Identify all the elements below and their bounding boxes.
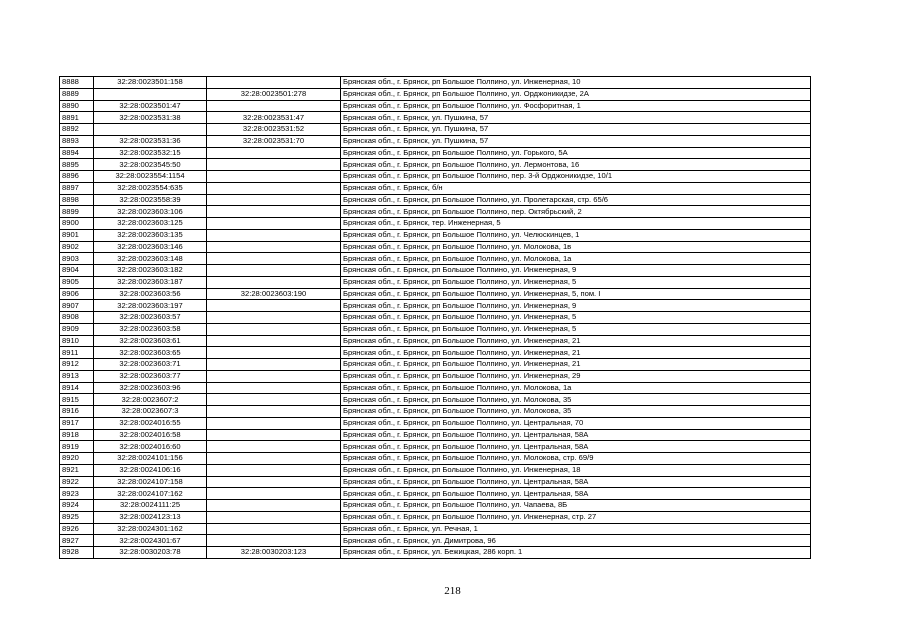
address-cell: Брянская обл., г. Брянск, рп Большое Полпино, ул. Инженерная, стр. 27	[341, 511, 811, 523]
table-row	[60, 276, 811, 288]
table-row	[60, 206, 811, 218]
address-cell: Брянская обл., г. Брянск, рп Большое Полпино, ул. Инженерная, 5	[341, 276, 811, 288]
parent-cadastral-number-cell	[207, 171, 341, 183]
cadastral-number-cell	[94, 88, 207, 100]
cadastral-number-cell: 32:28:0023545:50	[94, 159, 207, 171]
address-cell: Брянская обл., г. Брянск, рп Большое Полпино, ул. Молокова, 1в	[341, 241, 811, 253]
table-row	[60, 77, 811, 89]
parent-cadastral-number-cell	[207, 347, 341, 359]
address-cell: Брянская обл., г. Брянск, рп Большое Полпино, ул. Молокова, 1а	[341, 253, 811, 265]
table-row	[60, 288, 811, 300]
cadastral-number-cell	[94, 124, 207, 136]
table-row	[60, 229, 811, 241]
parent-cadastral-number-cell	[207, 441, 341, 453]
address-cell: Брянская обл., г. Брянск, рп Большое Полпино, ул. Молокова, стр. 69/9	[341, 453, 811, 465]
row-number-cell: 8922	[60, 476, 94, 488]
row-number-cell: 8891	[60, 112, 94, 124]
parent-cadastral-number-cell	[207, 464, 341, 476]
address-cell: Брянская обл., г. Брянск, рп Большое Полпино, ул. Горького, 5А	[341, 147, 811, 159]
address-cell: Брянская обл., г. Брянск, ул. Пушкина, 57	[341, 112, 811, 124]
address-cell: Брянская обл., г. Брянск, рп Большое Полпино, ул. Центральная, 58А	[341, 429, 811, 441]
row-number-cell: 8913	[60, 370, 94, 382]
row-number-cell: 8921	[60, 464, 94, 476]
address-cell: Брянская обл., г. Брянск, ул. Пушкина, 57	[341, 135, 811, 147]
table-row	[60, 547, 811, 559]
row-number-cell: 8888	[60, 77, 94, 89]
parent-cadastral-number-cell	[207, 417, 341, 429]
row-number-cell: 8900	[60, 218, 94, 230]
parent-cadastral-number-cell	[207, 147, 341, 159]
cadastral-number-cell: 32:28:0023558:39	[94, 194, 207, 206]
cadastral-number-cell: 32:28:0023603:125	[94, 218, 207, 230]
parent-cadastral-number-cell	[207, 370, 341, 382]
row-number-cell: 8903	[60, 253, 94, 265]
table-row	[60, 182, 811, 194]
table-row	[60, 88, 811, 100]
parent-cadastral-number-cell	[207, 100, 341, 112]
address-cell: Брянская обл., г. Брянск, рп Большое Полпино, ул. Инженерная, 18	[341, 464, 811, 476]
table-row	[60, 476, 811, 488]
cadastral-number-cell: 32:28:0024107:162	[94, 488, 207, 500]
address-cell: Брянская обл., г. Брянск, рп Большое Полпино, ул. Центральная, 58А	[341, 441, 811, 453]
address-cell: Брянская обл., г. Брянск, рп Большое Полпино, ул. Инженерная, 21	[341, 335, 811, 347]
row-number-cell: 8897	[60, 182, 94, 194]
parent-cadastral-number-cell	[207, 511, 341, 523]
row-number-cell: 8894	[60, 147, 94, 159]
row-number-cell: 8902	[60, 241, 94, 253]
row-number-cell: 8908	[60, 312, 94, 324]
cadastral-number-cell: 32:28:0024016:55	[94, 417, 207, 429]
cadastral-number-cell: 32:28:0023607:2	[94, 394, 207, 406]
row-number-cell: 8896	[60, 171, 94, 183]
table-row	[60, 300, 811, 312]
row-number-cell: 8917	[60, 417, 94, 429]
parent-cadastral-number-cell	[207, 453, 341, 465]
cadastral-number-cell: 32:28:0023603:187	[94, 276, 207, 288]
table-row	[60, 147, 811, 159]
row-number-cell: 8920	[60, 453, 94, 465]
row-number-cell: 8927	[60, 535, 94, 547]
row-number-cell: 8907	[60, 300, 94, 312]
table-row	[60, 312, 811, 324]
address-cell: Брянская обл., г. Брянск, рп Большое Полпино, ул. Инженерная, 5	[341, 312, 811, 324]
address-cell: Брянская обл., г. Брянск, рп Большое Полпино, пер. Октябрьский, 2	[341, 206, 811, 218]
table-row	[60, 100, 811, 112]
table-row	[60, 241, 811, 253]
row-number-cell: 8910	[60, 335, 94, 347]
cadastral-number-cell: 32:28:0023603:146	[94, 241, 207, 253]
parent-cadastral-number-cell	[207, 406, 341, 418]
cadastral-number-cell: 32:28:0023501:158	[94, 77, 207, 89]
address-cell: Брянская обл., г. Брянск, рп Большое Полпино, ул. Инженерная, 21	[341, 347, 811, 359]
cadastral-number-cell: 32:28:0023554:635	[94, 182, 207, 194]
table-row	[60, 265, 811, 277]
cadastral-number-cell: 32:28:0023532:15	[94, 147, 207, 159]
address-cell: Брянская обл., г. Брянск, рп Большое Полпино, ул. Центральная, 70	[341, 417, 811, 429]
address-cell: Брянская обл., г. Брянск, рп Большое Полпино, ул. Центральная, 58А	[341, 476, 811, 488]
row-number-cell: 8928	[60, 547, 94, 559]
parent-cadastral-number-cell: 32:28:0023531:52	[207, 124, 341, 136]
table-row	[60, 464, 811, 476]
address-cell: Брянская обл., г. Брянск, рп Большое Полпино, ул. Фосфоритная, 1	[341, 100, 811, 112]
parent-cadastral-number-cell	[207, 382, 341, 394]
parent-cadastral-number-cell	[207, 194, 341, 206]
cadastral-number-cell: 32:28:0023531:38	[94, 112, 207, 124]
table-row	[60, 523, 811, 535]
cadastral-number-cell: 32:28:0023607:3	[94, 406, 207, 418]
parent-cadastral-number-cell	[207, 229, 341, 241]
table-row	[60, 441, 811, 453]
row-number-cell: 8918	[60, 429, 94, 441]
table-row	[60, 359, 811, 371]
parent-cadastral-number-cell	[207, 253, 341, 265]
address-cell: Брянская обл., г. Брянск, рп Большое Полпино, ул. Чапаева, 8Б	[341, 500, 811, 512]
row-number-cell: 8905	[60, 276, 94, 288]
address-cell: Брянская обл., г. Брянск, рп Большое Полпино, ул. Инженерная, 5	[341, 323, 811, 335]
address-cell: Брянская обл., г. Брянск, рп Большое Полпино, ул. Инженерная, 29	[341, 370, 811, 382]
row-number-cell: 8909	[60, 323, 94, 335]
table-row	[60, 124, 811, 136]
row-number-cell: 8890	[60, 100, 94, 112]
cadastral-number-cell: 32:28:0024106:16	[94, 464, 207, 476]
table-row	[60, 429, 811, 441]
parent-cadastral-number-cell	[207, 535, 341, 547]
address-cell: Брянская обл., г. Брянск, рп Большое Полпино, ул. Инженерная, 9	[341, 265, 811, 277]
parent-cadastral-number-cell	[207, 182, 341, 194]
parent-cadastral-number-cell: 32:28:0023531:70	[207, 135, 341, 147]
address-cell: Брянская обл., г. Брянск, рп Большое Полпино, ул. Пролетарская, стр. 65/6	[341, 194, 811, 206]
row-number-cell: 8901	[60, 229, 94, 241]
address-cell: Брянская обл., г. Брянск, рп Большое Полпино, ул. Инженерная, 10	[341, 77, 811, 89]
cadastral-number-cell: 32:28:0023603:61	[94, 335, 207, 347]
parent-cadastral-number-cell	[207, 500, 341, 512]
parent-cadastral-number-cell	[207, 218, 341, 230]
table-row	[60, 335, 811, 347]
cadastral-number-cell: 32:28:0023531:36	[94, 135, 207, 147]
parent-cadastral-number-cell	[207, 323, 341, 335]
parent-cadastral-number-cell	[207, 77, 341, 89]
row-number-cell: 8899	[60, 206, 94, 218]
cadastral-number-cell: 32:28:0024111:25	[94, 500, 207, 512]
row-number-cell: 8911	[60, 347, 94, 359]
table-row	[60, 323, 811, 335]
table-row	[60, 453, 811, 465]
row-number-cell: 8919	[60, 441, 94, 453]
parent-cadastral-number-cell	[207, 159, 341, 171]
address-cell: Брянская обл., г. Брянск, рп Большое Полпино, пер. 3-й Орджоникидзе, 10/1	[341, 171, 811, 183]
cadastral-number-cell: 32:28:0023501:47	[94, 100, 207, 112]
address-cell: Брянская обл., г. Брянск, рп Большое Полпино, ул. Челюскинцев, 1	[341, 229, 811, 241]
address-cell: Брянская обл., г. Брянск, рп Большое Полпино, ул. Молокова, 35	[341, 394, 811, 406]
parent-cadastral-number-cell: 32:28:0023501:278	[207, 88, 341, 100]
address-cell: Брянская обл., г. Брянск, рп Большое Полпино, ул. Лермонтова, 16	[341, 159, 811, 171]
property-registry-table	[59, 76, 811, 559]
cadastral-number-cell: 32:28:0023603:58	[94, 323, 207, 335]
parent-cadastral-number-cell	[207, 429, 341, 441]
page-number: 218	[444, 585, 461, 597]
table-row	[60, 347, 811, 359]
row-number-cell: 8916	[60, 406, 94, 418]
cadastral-number-cell: 32:28:0023603:106	[94, 206, 207, 218]
row-number-cell: 8923	[60, 488, 94, 500]
table-row	[60, 535, 811, 547]
table-row	[60, 488, 811, 500]
table-row	[60, 417, 811, 429]
parent-cadastral-number-cell	[207, 359, 341, 371]
row-number-cell: 8914	[60, 382, 94, 394]
address-cell: Брянская обл., г. Брянск, тер. Инженерная, 5	[341, 218, 811, 230]
parent-cadastral-number-cell	[207, 476, 341, 488]
address-cell: Брянская обл., г. Брянск, рп Большое Полпино, ул. Центральная, 58А	[341, 488, 811, 500]
parent-cadastral-number-cell	[207, 206, 341, 218]
cadastral-number-cell: 32:28:0024301:67	[94, 535, 207, 547]
row-number-cell: 8926	[60, 523, 94, 535]
table-row	[60, 406, 811, 418]
table-row	[60, 171, 811, 183]
table-row	[60, 218, 811, 230]
table-row	[60, 500, 811, 512]
cadastral-number-cell: 32:28:0024101:156	[94, 453, 207, 465]
address-cell: Брянская обл., г. Брянск, ул. Речная, 1	[341, 523, 811, 535]
address-cell: Брянская обл., г. Брянск, рп Большое Полпино, ул. Инженерная, 5, пом. I	[341, 288, 811, 300]
table-row	[60, 382, 811, 394]
row-number-cell: 8904	[60, 265, 94, 277]
table-row	[60, 394, 811, 406]
parent-cadastral-number-cell	[207, 276, 341, 288]
cadastral-number-cell: 32:28:0023603:56	[94, 288, 207, 300]
address-cell: Брянская обл., г. Брянск, ул. Бежицкая, 286 корп. 1	[341, 547, 811, 559]
cadastral-number-cell: 32:28:0023603:65	[94, 347, 207, 359]
row-number-cell: 8906	[60, 288, 94, 300]
parent-cadastral-number-cell	[207, 394, 341, 406]
parent-cadastral-number-cell	[207, 488, 341, 500]
row-number-cell: 8889	[60, 88, 94, 100]
cadastral-number-cell: 32:28:0023603:57	[94, 312, 207, 324]
parent-cadastral-number-cell	[207, 312, 341, 324]
cadastral-number-cell: 32:28:0023603:77	[94, 370, 207, 382]
address-cell: Брянская обл., г. Брянск, ул. Пушкина, 57	[341, 124, 811, 136]
cadastral-number-cell: 32:28:0023603:71	[94, 359, 207, 371]
address-cell: Брянская обл., г. Брянск, рп Большое Полпино, ул. Инженерная, 21	[341, 359, 811, 371]
cadastral-number-cell: 32:28:0030203:78	[94, 547, 207, 559]
cadastral-number-cell: 32:28:0023603:148	[94, 253, 207, 265]
table-row	[60, 159, 811, 171]
parent-cadastral-number-cell: 32:28:0023531:47	[207, 112, 341, 124]
parent-cadastral-number-cell	[207, 265, 341, 277]
cadastral-number-cell: 32:28:0024016:58	[94, 429, 207, 441]
table-row	[60, 370, 811, 382]
row-number-cell: 8898	[60, 194, 94, 206]
cadastral-number-cell: 32:28:0024107:158	[94, 476, 207, 488]
cadastral-number-cell: 32:28:0023603:197	[94, 300, 207, 312]
row-number-cell: 8915	[60, 394, 94, 406]
table-row	[60, 135, 811, 147]
parent-cadastral-number-cell	[207, 523, 341, 535]
row-number-cell: 8893	[60, 135, 94, 147]
parent-cadastral-number-cell	[207, 241, 341, 253]
row-number-cell: 8924	[60, 500, 94, 512]
table-row	[60, 253, 811, 265]
parent-cadastral-number-cell	[207, 300, 341, 312]
address-cell: Брянская обл., г. Брянск, рп Большое Полпино, ул. Молокова, 35	[341, 406, 811, 418]
parent-cadastral-number-cell: 32:28:0023603:190	[207, 288, 341, 300]
cadastral-number-cell: 32:28:0023554:1154	[94, 171, 207, 183]
cadastral-number-cell: 32:28:0024123:13	[94, 511, 207, 523]
table-row	[60, 511, 811, 523]
cadastral-number-cell: 32:28:0023603:96	[94, 382, 207, 394]
cadastral-number-cell: 32:28:0023603:135	[94, 229, 207, 241]
parent-cadastral-number-cell: 32:28:0030203:123	[207, 547, 341, 559]
address-cell: Брянская обл., г. Брянск, ул. Димитрова, 96	[341, 535, 811, 547]
row-number-cell: 8912	[60, 359, 94, 371]
cadastral-number-cell: 32:28:0024301:162	[94, 523, 207, 535]
row-number-cell: 8892	[60, 124, 94, 136]
cadastral-number-cell: 32:28:0023603:182	[94, 265, 207, 277]
address-cell: Брянская обл., г. Брянск, рп Большое Полпино, ул. Орджоникидзе, 2А	[341, 88, 811, 100]
row-number-cell: 8925	[60, 511, 94, 523]
address-cell: Брянская обл., г. Брянск, рп Большое Полпино, ул. Молокова, 1а	[341, 382, 811, 394]
address-cell: Брянская обл., г. Брянск, б/н	[341, 182, 811, 194]
parent-cadastral-number-cell	[207, 335, 341, 347]
table-body	[60, 77, 811, 559]
table-row	[60, 194, 811, 206]
row-number-cell: 8895	[60, 159, 94, 171]
address-cell: Брянская обл., г. Брянск, рп Большое Полпино, ул. Инженерная, 9	[341, 300, 811, 312]
table-row	[60, 112, 811, 124]
cadastral-number-cell: 32:28:0024016:60	[94, 441, 207, 453]
